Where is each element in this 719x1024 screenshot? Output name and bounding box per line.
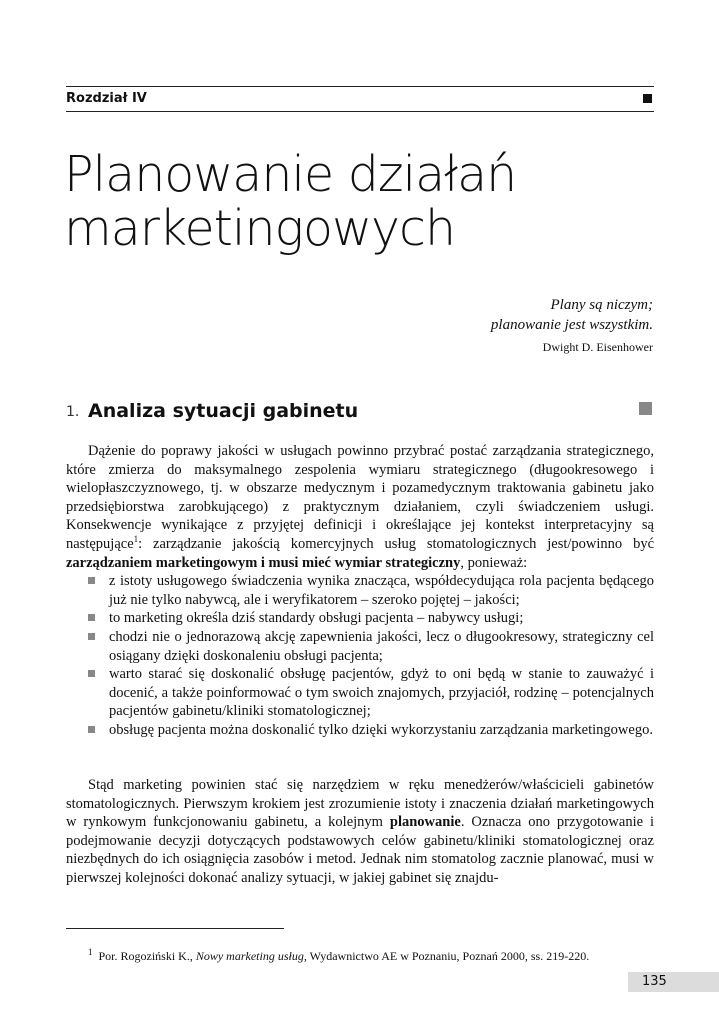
paragraph-1 bbox=[66, 442, 654, 572]
bullet-list bbox=[66, 572, 654, 739]
bullet-square-icon bbox=[88, 614, 95, 621]
bullet-square-icon bbox=[88, 633, 95, 640]
footnote bbox=[88, 944, 589, 964]
footnote-mark: 1 bbox=[88, 947, 93, 957]
epigraph-line-2: planowanie jest wszystkim. bbox=[490, 317, 653, 333]
paragraph-1-text-a: Dążenie do poprawy jakości w usługach powinno przybrać postać zarządzania strategicznego, które zmierza do maksymalnego zespolenia wymiaru strategicznego (długookresowego i wielopłaszczyznowego, tj. w obszarze medycznym i pozamedycznym traktowania gabinetu jako przedsiębiorstwa zarobkującego) z praktycznym działaniem, czyli świadczeniem usługi. Konsekwencje wynikające z przyjętej definicji i określające jej kontekst interpretacyjny są następujące bbox=[66, 443, 654, 552]
footnote-italic: Nowy marketing usług, bbox=[195, 949, 307, 963]
paragraph-1-text-b: : zarządzanie jakością komercyjnych usług stomatologicznych jest/powinno być bbox=[138, 535, 654, 552]
section-square-marker bbox=[639, 402, 652, 415]
list-item-text: to marketing określa dziś standardy obsługi pacjenta – nabywcy usługi; bbox=[109, 610, 524, 627]
chapter-title-line-2: marketingowych bbox=[64, 200, 456, 257]
bullet-square-icon bbox=[88, 726, 95, 733]
section-heading bbox=[66, 400, 654, 424]
list-item-text: z istoty usługowego świadczenia wynika znacząca, współdecydująca rola pacjenta będącego już nie tylko nabywcą, ale i weryfikatorem – szeroko pojętej – jakości; bbox=[109, 573, 654, 608]
chapter-label: Rozdział IV bbox=[66, 91, 147, 106]
paragraph-1-bold: zarządzaniem marketingowym i musi mieć wymiar strategiczny bbox=[66, 554, 461, 571]
bullet-square-icon bbox=[88, 670, 95, 677]
body-text-2 bbox=[66, 776, 654, 888]
body-text bbox=[66, 442, 654, 740]
list-item-text: obsługę pacjenta można doskonalić tylko dzięki wykorzystaniu zarządzania marketingowego. bbox=[109, 721, 653, 738]
paragraph-2-text-a: Stąd marketing powinien stać się narzędziem w ręku menedżerów/właścicieli gabinetów stomatologicznych. Pierwszym krokiem jest zrozumienie istoty i znaczenia działań marketingowych w rynkowym funkcjonowaniu gabinetu, a kolejnym bbox=[66, 777, 654, 831]
footnote-text-a: Por. Rogoziński K., bbox=[98, 949, 196, 963]
paragraph-2-bold: planowanie bbox=[389, 814, 461, 831]
list-item bbox=[66, 721, 654, 740]
chapter-title bbox=[64, 148, 516, 256]
paragraph-2-text-b: . Oznacza ono przygotowanie i podejmowanie decyzji dotyczących podstawowych celów gabinetu/kliniki stomatologicznej oraz niezbędnych do ich osiągnięcia zasobów i metod. Jednak nim stomatolog zacznie planować, musi w pierwszej kolejności dokonać analizy sytuacji, w jakiej gabinet się znajdu- bbox=[66, 814, 655, 886]
epigraph bbox=[491, 295, 653, 357]
chapter-header bbox=[66, 86, 654, 112]
list-item-text: chodzi nie o jednorazową akcję zapewnienia jakości, lecz o długookresowy, strategiczny cel osiągany dzięki doskonaleniu obsługi pacjenta; bbox=[109, 628, 654, 664]
section-number: 1. bbox=[66, 404, 80, 420]
footnote-divider bbox=[66, 928, 284, 929]
chapter-title-line-1: Planowanie działań bbox=[64, 146, 517, 203]
list-item bbox=[66, 609, 654, 628]
list-item bbox=[66, 628, 654, 665]
section-title: Analiza sytuacji gabinetu bbox=[88, 400, 359, 422]
chapter-square-marker bbox=[643, 94, 652, 103]
paragraph-1-text-c: , ponieważ: bbox=[460, 554, 528, 571]
footnote-text-b: Wydawnictwo AE w Poznaniu, Poznań 2000, ss. 219-220. bbox=[306, 949, 590, 963]
page-number-box bbox=[628, 972, 719, 992]
list-item-text: warto starać się doskonalić obsługę pacjentów, gdyż to oni będą w stanie to zauważyć i docenić, a także poinformować o tym swoich znajomych, przyjaciół, rodzinę – potencjalnych pacjentów gabinetu/kliniki stomatologicznej; bbox=[109, 666, 654, 720]
epigraph-author: Dwight D. Eisenhower bbox=[542, 340, 653, 354]
list-item bbox=[66, 572, 654, 609]
page-number: 135 bbox=[642, 974, 667, 989]
bullet-square-icon bbox=[88, 577, 95, 584]
footnote-reference[interactable]: 1 bbox=[133, 534, 139, 545]
paragraph-2 bbox=[66, 776, 654, 888]
list-item bbox=[66, 665, 654, 721]
epigraph-line-1: Plany są niczym; bbox=[550, 297, 653, 313]
